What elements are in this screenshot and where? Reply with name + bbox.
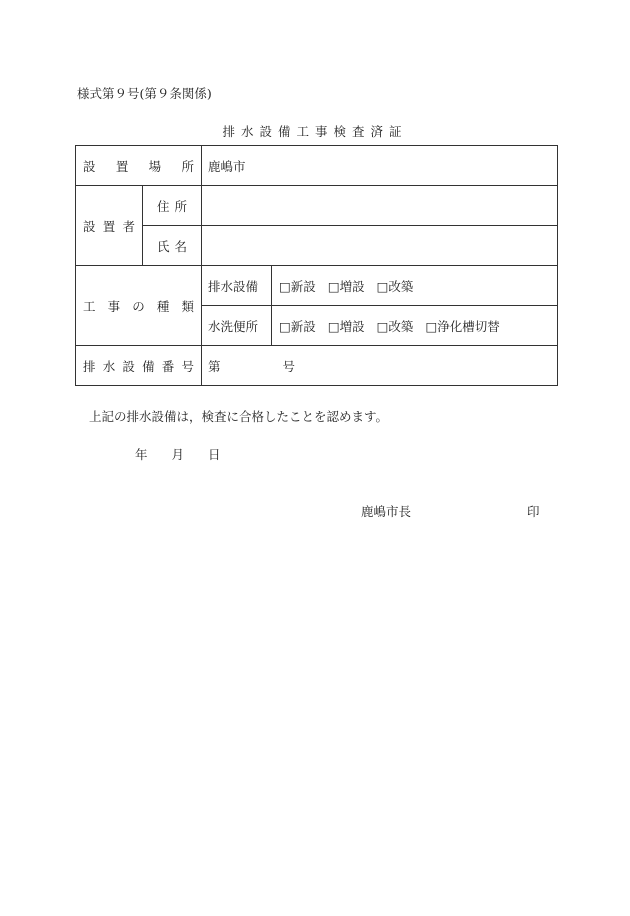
facility-number-label-char: 番 bbox=[161, 358, 175, 374]
issue-date bbox=[135, 445, 221, 463]
form-number: 様式第９号(第９条関係) bbox=[77, 86, 212, 101]
address-label-char: 所 bbox=[174, 198, 187, 214]
toilet-label-cell bbox=[202, 306, 272, 346]
facility-number-row bbox=[76, 346, 558, 386]
drainage-extension-checkbox[interactable]: □増設 bbox=[327, 278, 365, 294]
drainage-label-cell bbox=[202, 266, 272, 306]
date-year: 年 bbox=[135, 447, 148, 462]
installer-label-char: 者 bbox=[122, 218, 135, 234]
work-type-label-cell bbox=[76, 266, 202, 346]
mayor-signature: 鹿嶋市長 bbox=[361, 504, 412, 519]
work-type-label-char: 事 bbox=[107, 298, 121, 314]
drainage-options-cell bbox=[272, 266, 558, 306]
name-label-char: 氏 bbox=[157, 238, 170, 254]
facility-number-prefix: 第 bbox=[208, 358, 221, 374]
facility-number-label-char: 排 bbox=[83, 358, 96, 374]
name-value-cell[interactable] bbox=[202, 226, 558, 266]
address-label-cell bbox=[143, 186, 202, 226]
drainage-renovation-checkbox[interactable]: □改築 bbox=[376, 278, 414, 294]
facility-number-label-char: 水 bbox=[102, 358, 116, 374]
installer-label-char: 置 bbox=[102, 218, 116, 234]
address-label-char: 住 bbox=[157, 198, 170, 214]
name-label-char: 名 bbox=[174, 238, 187, 254]
toilet-renovation-checkbox[interactable]: □改築 bbox=[376, 318, 414, 334]
date-month: 月 bbox=[171, 447, 185, 462]
facility-number-label-cell bbox=[76, 346, 202, 386]
toilet-septic-switch-checkbox[interactable]: □浄化槽切替 bbox=[425, 318, 500, 334]
seal-mark: 印 bbox=[527, 504, 540, 519]
document-title: 排水設備工事検査済証 bbox=[222, 124, 408, 139]
location-label-char: 設 bbox=[83, 158, 96, 174]
facility-number-value-cell[interactable] bbox=[202, 346, 558, 386]
work-type-label-char: 工 bbox=[83, 298, 96, 314]
facility-number-label-char: 設 bbox=[122, 358, 135, 374]
address-value-cell[interactable] bbox=[202, 186, 558, 226]
certification-statement: 上記の排水設備は，検査に合格したことを認めます。 bbox=[89, 409, 389, 424]
installer-label-cell bbox=[76, 186, 143, 266]
toilet-options-cell bbox=[272, 306, 558, 346]
installer-label-char: 設 bbox=[83, 218, 96, 234]
installer-address-row bbox=[76, 186, 558, 226]
drainage-new-checkbox[interactable]: □新設 bbox=[279, 278, 316, 294]
inspection-table bbox=[75, 145, 558, 386]
installer-name-row bbox=[76, 226, 558, 266]
location-row bbox=[76, 146, 558, 186]
location-value: 鹿嶋市 bbox=[208, 158, 246, 174]
work-type-label-char: 種 bbox=[156, 298, 170, 314]
name-label-cell bbox=[143, 226, 202, 266]
drainage-row bbox=[76, 266, 558, 306]
location-label-char: 場 bbox=[148, 158, 162, 174]
drainage-label: 排水設備 bbox=[208, 278, 259, 294]
location-label-char: 置 bbox=[115, 158, 129, 174]
facility-number-label-char: 号 bbox=[181, 358, 194, 374]
location-label-cell bbox=[76, 146, 202, 186]
toilet-label: 水洗便所 bbox=[208, 318, 259, 334]
work-type-label-char: 類 bbox=[181, 298, 194, 314]
work-type-label-char: の bbox=[132, 298, 145, 314]
toilet-extension-checkbox[interactable]: □増設 bbox=[327, 318, 365, 334]
location-label-char: 所 bbox=[181, 158, 194, 174]
date-day: 日 bbox=[208, 447, 221, 462]
toilet-new-checkbox[interactable]: □新設 bbox=[279, 318, 316, 334]
location-value-cell[interactable] bbox=[202, 146, 558, 186]
facility-number-label-char: 備 bbox=[142, 358, 155, 374]
facility-number-suffix: 号 bbox=[282, 358, 296, 374]
